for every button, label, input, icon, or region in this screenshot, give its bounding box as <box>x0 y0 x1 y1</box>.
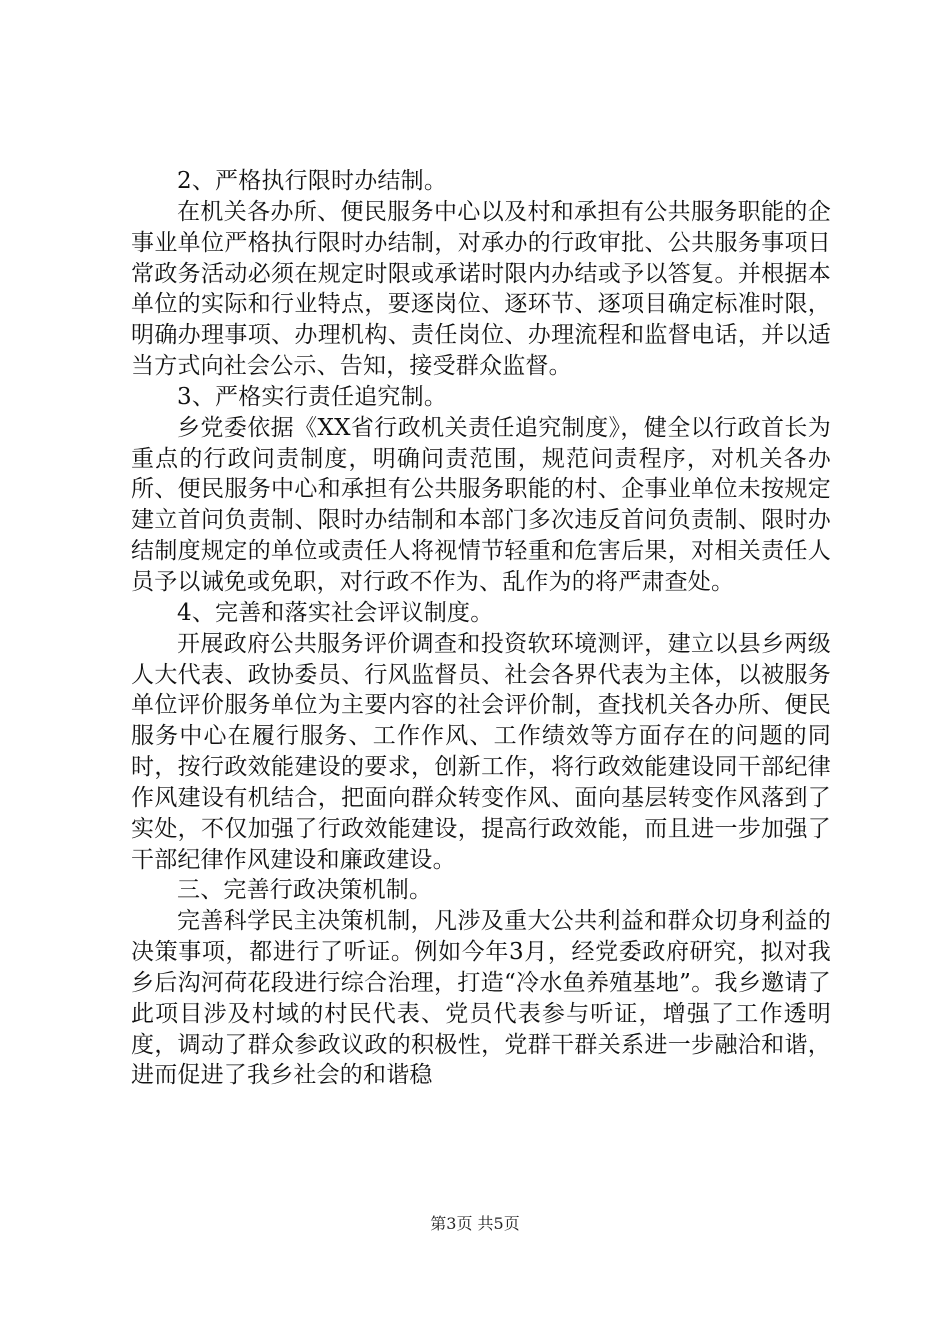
page-number-footer: 第3页 共5页 <box>430 1214 520 1233</box>
heading-time-limit-system: 2、严格执行限时办结制。 <box>177 168 448 194</box>
paragraph-time-limit-system: 在机关各办所、便民服务中心以及村和承担有公共服务职能的企事业单位严格执行限时办结制，对承办的行政审批、公共服务事项日常政务活动必须在规定时限或承诺时限内办结或予以答复。并根据本单位的实际和行业特点，要逐岗位、逐环节、逐项目确定标准时限，明确办理事项、办理机构、责任岗位、办理流程和监督电话，并以适当方式向社会公示、告知，接受群众监督。 <box>131 198 831 380</box>
paragraph-accountability-system: 乡党委依据《XX省行政机关责任追究制度》，健全以行政首长为重点的行政问责制度，明确问责范围，规范问责程序，对机关各办所、便民服务中心和承担有公共服务职能的村、企事业单位未按规定建立首问负责制、限时办结制和本部门多次违反首问负责制、限时办结制度规定的单位或责任人将视情节轻重和危害后果，对相关责任人员予以诫免或免职，对行政不作为、乱作为的将严肃查处。 <box>131 414 831 595</box>
paragraph-decision-mechanism: 完善科学民主决策机制，凡涉及重大公共利益和群众切身利益的决策事项，都进行了听证。例如今年3月，经党委政府研究，拟对我乡后沟河荷花段进行综合治理，打造“冷水鱼养殖基地”。我乡邀请了此项目涉及村域的村民代表、党员代表参与听证，增强了工作透明度，调动了群众参政议政的积极性，党群干群关系进一步融洽和谐，进而促进了我乡社会的和谐稳 <box>131 908 831 1089</box>
paragraph-social-evaluation: 开展政府公共服务评价调查和投资软环境测评，建立以县乡两级人大代表、政协委员、行风监督员、社会各界代表为主体，以被服务单位评价服务单位为主要内容的社会评价制，查找机关各办所、便民服务中心在履行服务、工作作风、工作绩效等方面存在的问题的同时，按行政效能建设的要求，创新工作，将行政效能建设同干部纪律作风建设有机结合，把面向群众转变作风、面向基层转变作风落到了实处，不仅加强了行政效能建设，提高行政效能，而且进一步加强了干部纪律作风建设和廉政建设。 <box>131 630 831 873</box>
heading-social-evaluation: 4、完善和落实社会评议制度。 <box>177 599 494 626</box>
document-body <box>131 166 831 1091</box>
heading-accountability-system: 3、严格实行责任追究制。 <box>177 383 448 410</box>
heading-decision-mechanism: 三、完善行政决策机制。 <box>177 877 433 904</box>
